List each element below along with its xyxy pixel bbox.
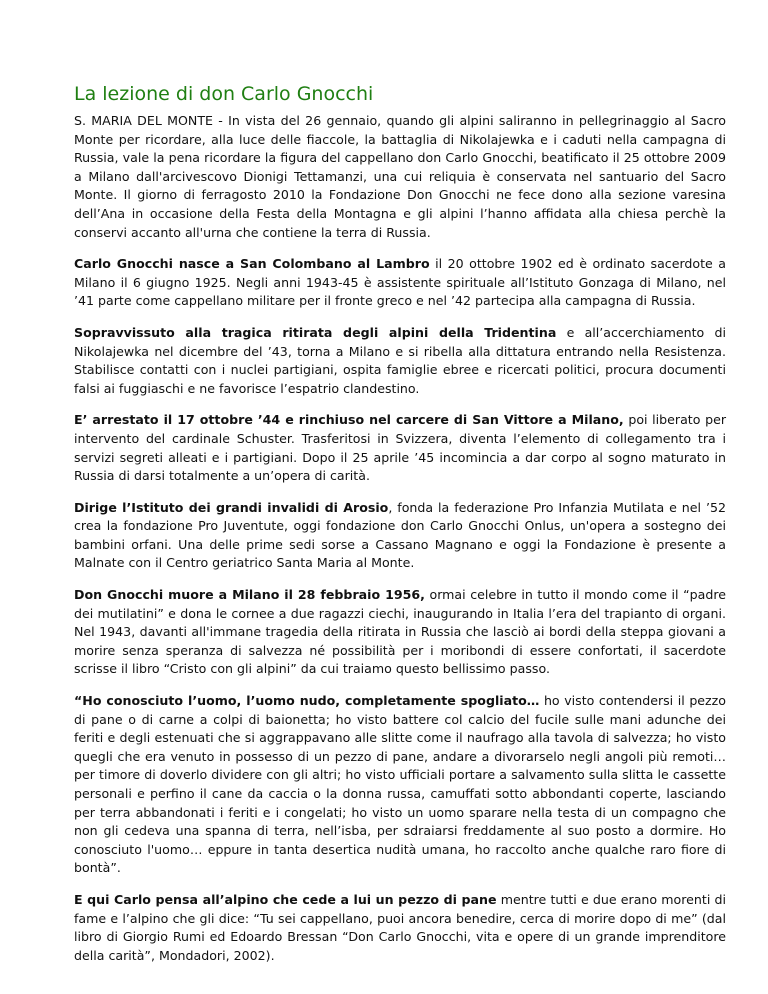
paragraph-lead: “Ho conosciuto l’uomo, l’uomo nudo, completamente spogliato…: [74, 693, 540, 709]
paragraph-lead: Carlo Gnocchi nasce a San Colombano al Lambro: [74, 256, 430, 272]
paragraph-lead: Don Gnocchi muore a Milano il 28 febbraio 1956,: [74, 587, 425, 603]
article-title: La lezione di don Carlo Gnocchi: [74, 83, 374, 105]
paragraph-lead: Sopravvissuto alla tragica ritirata degli alpini della Tridentina: [74, 324, 557, 340]
paragraph-text: ho visto contendersi il pezzo di pane o di carne a colpi di baionetta; ho visto battere col calcio del fucile sulle mani adunche dei feriti e degli estenuati che si aggrappavano alle slitte come il naufrago alla tavola di salvezza; ho visto quegli che era venuto in possesso di un pezzo di pane, andare a divorarselo negli angoli più remoti… per timore di doverlo dividere con gli altri; ho visto ufficiali portare a salvamento sulla slitta le cassette personali e perfino il cane da caccia o la donna russa, camuffati sotto abbondanti coperte, lasciando per terra abbandonati i feriti e i congelati; ho visto un uomo sparare nella testa di un compagno che non gli cedeva una spanna di terra, nell’isba, per sdraiarsi freddamente al suo posto a dormire. Ho conosciuto l'uomo… eppure in tanta desertica nudità umana, ho raccolto anche qualche raro fiore di bontà”.: [74, 693, 726, 876]
paragraph-text: S. MARIA DEL MONTE - In vista del 26 gennaio, quando gli alpini saliranno in pellegrinaggio al Sacro Monte per ricordare, alla luce delle fiaccole, la battaglia di Nikolajewka e i caduti nella campagna di Russia, vale la pena ricordare la figura del cappellano don Carlo Gnocchi, beatificato il 25 ottobre 2009 a Milano dall'arcivescovo Dionigi Tettamanzi, una cui reliquia è conservata nel santuario del Sacro Monte. Il giorno di ferragosto 2010 la Fondazione Don Gnocchi ne fece dono alla sezione varesina dell’Ana in occasione della Festa della Montagna e gli alpini l’hanno affidata alla chiesa perchè la conservi accanto all'urna che contiene la terra di Russia.: [74, 113, 726, 240]
paragraph-closing: [74, 891, 726, 965]
paragraph-text: ormai celebre in tutto il mondo come il “padre dei mutilatini” e dona le cornee a due ragazzi ciechi, inaugurando in Italia l’era del trapianto di organi. Nel 1943, davanti all'immane tragedia della ritirata in Russia che lasciò ai bordi della steppa giovani a morire senza speranza di salvezza né possibilità per i moribondi di essere confortati, il sacerdote scrisse il libro “Cristo con gli alpini” da cui traiamo questo bellissimo passo.: [74, 587, 726, 677]
paragraph-death: [74, 586, 726, 679]
paragraph-quote: [74, 692, 726, 878]
paragraph-lead: Dirige l’Istituto dei grandi invalidi di Arosio: [74, 499, 389, 515]
paragraph-birth: [74, 255, 726, 311]
paragraph-lead: E’ arrestato il 17 ottobre ’44 e rinchiuso nel carcere di San Vittore a Milano,: [74, 412, 624, 428]
paragraph-text: il 20 ottobre 1902 ed è ordinato sacerdote a Milano il 6 giugno 1925. Negli anni 1943-45 è assistente spirituale all’Istituto Gonzaga di Milano, nel ’41 parte come cappellano militare per il fronte greco e nel ’42 partecipa alla campagna di Russia.: [74, 256, 727, 309]
paragraph-arosio: [74, 499, 726, 573]
paragraph-retreat: [74, 324, 726, 398]
paragraph-text: , fonda la federazione Pro Infanzia Mutilata e nel ’52 crea la fondazione Pro Juventute, oggi fondazione don Carlo Gnocchi Onlus, un'opera a sostegno dei bambini orfani. Una delle prime sedi sorse a Cassano Magnano e oggi la Fondazione è presente a Malnate con il Centro geriatrico Santa Maria al Monte.: [74, 499, 726, 571]
paragraph-text: poi liberato per intervento del cardinale Schuster. Trasferitosi in Svizzera, diventa l’elemento di collegamento tra i servizi segreti alleati e i partigiani. Dopo il 25 aprile ’45 incomincia a dar corpo al sogno maturato in Russia di darsi totalmente a un’opera di carità.: [74, 412, 727, 484]
paragraph-text: e all’accerchiamento di Nikolajewka nel dicembre del ’43, torna a Milano e si ribella alla dittatura entrando nella Resistenza. Stabilisce contatti con i nuclei partigiani, ospita famiglie ebree e ricercati politici, procura documenti falsi ai fuggiaschi e ne favorisce l’espatrio clandestino.: [74, 324, 726, 396]
paragraph-lead: E qui Carlo pensa all’alpino che cede a lui un pezzo di pane: [74, 891, 497, 907]
paragraph-arrest: [74, 411, 726, 485]
paragraph-intro: [74, 112, 726, 242]
paragraph-text: mentre tutti e due erano morenti di fame e l’alpino che gli dice: “Tu sei cappellano, puoi ancora benedire, cerca di morire dopo di me” (dal libro di Giorgio Rumi ed Edoardo Bressan “Don Carlo Gnocchi, vita e opere di un grande imprenditore della carità”, Mondadori, 2002).: [74, 891, 726, 963]
